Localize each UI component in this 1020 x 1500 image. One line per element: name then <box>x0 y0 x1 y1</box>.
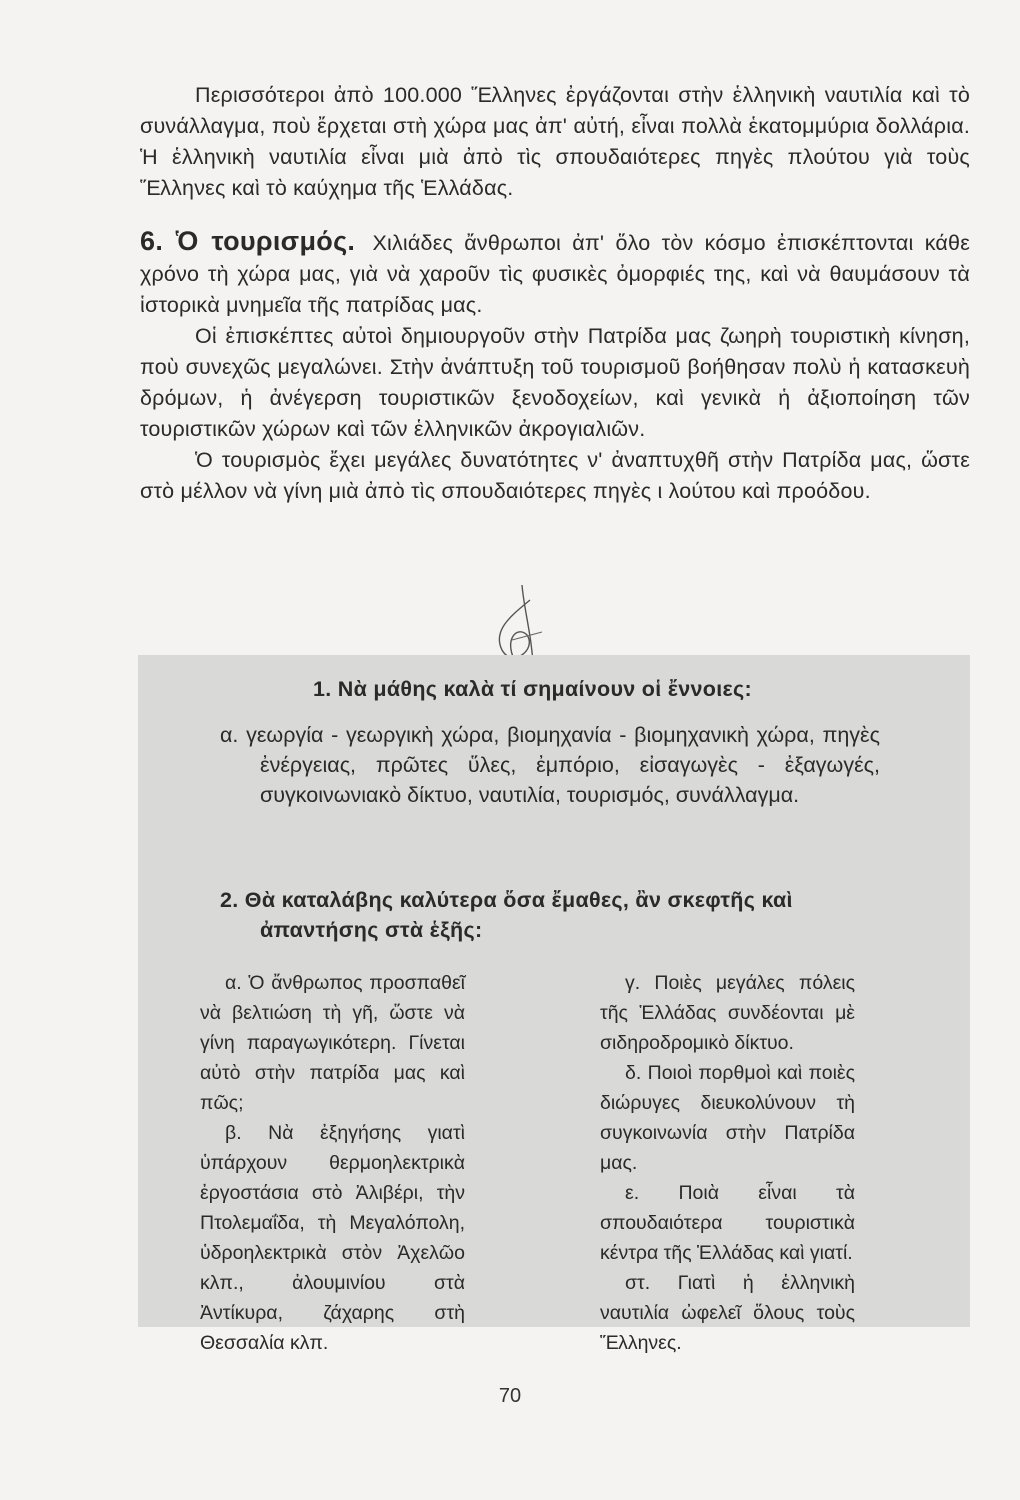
section-heading: 6. Ὁ τουρισμός. <box>140 226 356 256</box>
exercise-2-item-b: β. Νὰ ἐξηγήσης γιατὶ ὑπάρχουν θερμοηλεκτρικὰ ἐργοστάσια στὸ Ἀλιβέρι, τὴν Πτολεμαΐδα, τὴ Μεγαλόπολη, ὑδροηλεκτρικὰ στὸν Ἀχελῶο κλπ., ἀλουμινίου στὰ Ἀντίκυρα, ζάχαρης στὴ Θεσσαλία κλπ. <box>200 1122 465 1354</box>
section-6-first-paragraph <box>140 226 970 321</box>
exercises-box <box>138 655 970 1354</box>
section-6-paragraph-2: Οἱ ἐπισκέπτες αὐτοὶ δημιουργοῦν στὴν Πατρίδα μας ζωηρὴ τουριστικὴ κίνηση, ποὺ συνεχῶς μεγαλώνει. Στὴν ἀνάπτυξη τοῦ τουρισμοῦ βοήθησαν πολὺ ἡ κατασκευὴ δρόμων, ἡ ἀνέγερση τουριστικῶν ξενοδοχείων, καὶ γενικὰ ἡ ἀξιοποίηση τῶν τουριστικῶν χώρων καὶ τῶν ἑλληνικῶν ἀκρογιαλιῶν. <box>140 324 970 441</box>
exercise-2-right-column <box>600 968 855 1358</box>
intro-paragraph: Περισσότεροι ἀπὸ 100.000 Ἕλληνες ἐργάζονται στὴν ἑλληνικὴ ναυτιλία καὶ τὸ συνάλλαγμα, ποὺ ἔρχεται στὴ χώρα μας ἀπ' αὐτή, εἶναι πολλὰ ἑκατομμύρια δολλάρια. Ἡ ἑλληνικὴ ναυτιλία εἶναι μιὰ ἀπὸ τὶς σπουδαιότερες πηγὲς πλούτου γιὰ τοὺς Ἕλληνες καὶ τὸ καύχημα τῆς Ἑλλάδας. <box>140 83 970 200</box>
exercise-2-title-line-2: ἀπαντήσης στὰ ἑξῆς: <box>260 918 483 942</box>
main-text <box>140 80 970 507</box>
exercise-2-item-c: γ. Ποιὲς μεγάλες πόλεις τῆς Ἑλλάδας συνδέονται μὲ σιδηροδρομικὸ δίκτυο. <box>600 972 855 1054</box>
section-6-paragraph-3: Ὁ τουρισμὸς ἔχει μεγάλες δυνατότητες ν' ἀναπτυχθῆ στὴν Πατρίδα μας, ὥστε στὸ μέλλον νὰ γίνη μιὰ ἀπὸ τὶς σπουδαιότερες πηγὲς ι λούτου καὶ προόδου. <box>140 448 970 503</box>
exercise-2-title <box>220 885 900 945</box>
exercise-2-item-e: ε. Ποιὰ εἶναι τὰ σπουδαιότερα τουριστικὰ κέντρα τῆς Ἑλλάδας καὶ γιατί. <box>600 1182 855 1264</box>
page-number: 70 <box>498 1385 522 1407</box>
exercise-2-item-d: δ. Ποιοὶ πορθμοὶ καὶ ποιὲς διώρυγες διευκολύνουν τὴ συγκοινωνία στὴν Πατρίδα μας. <box>600 1062 855 1174</box>
exercise-1-body <box>220 720 880 810</box>
section-6-text: Χιλιάδες ἄνθρωποι ἀπ' ὅλο τὸν κόσμο ἐπισκέπτονται κάθε χρόνο τὴ χώρα μας, γιὰ νὰ χαροῦν τὶς φυσικὲς ὀμορφιές της, καὶ νὰ θαυμάσουν τὰ ἱστορικὰ μνημεῖα τῆς πατρίδας μας. <box>140 231 970 317</box>
exercise-2-item-a: α. Ὁ ἄνθρωπος προσπαθεῖ νὰ βελτιώση τὴ γῆ, ὥστε νὰ γίνη παραγωγικότερη. Γίνεται αὐτὸ στὴν πατρίδα μας καὶ πῶς; <box>200 972 465 1114</box>
exercise-2-item-f: στ. Γιατὶ ἡ ἑλληνικὴ ναυτιλία ὠφελεῖ ὅλους τοὺς Ἕλληνες. <box>600 1272 855 1354</box>
exercise-2-left-column <box>200 968 465 1358</box>
exercise-2-title-line-1: 2. Θὰ καταλάβης καλύτερα ὅσα ἔμαθες, ἂν σκεφτῆς καὶ <box>220 888 793 912</box>
exercise-1-text: α. γεωργία - γεωργικὴ χώρα, βιομηχανία - βιομηχανικὴ χώρα, πηγὲς ἐνέργειας, πρῶτες ὕλες, ἐμπόριο, εἰσαγωγὲς - ἐξαγωγές, συγκοινωνιακὸ δίκτυο, ναυτιλία, τουρισμός, συνάλλαγμα. <box>220 723 880 807</box>
exercise-1-title: 1. Νὰ μάθης καλὰ τί σημαίνουν οἱ ἔννοιες: <box>313 677 752 701</box>
